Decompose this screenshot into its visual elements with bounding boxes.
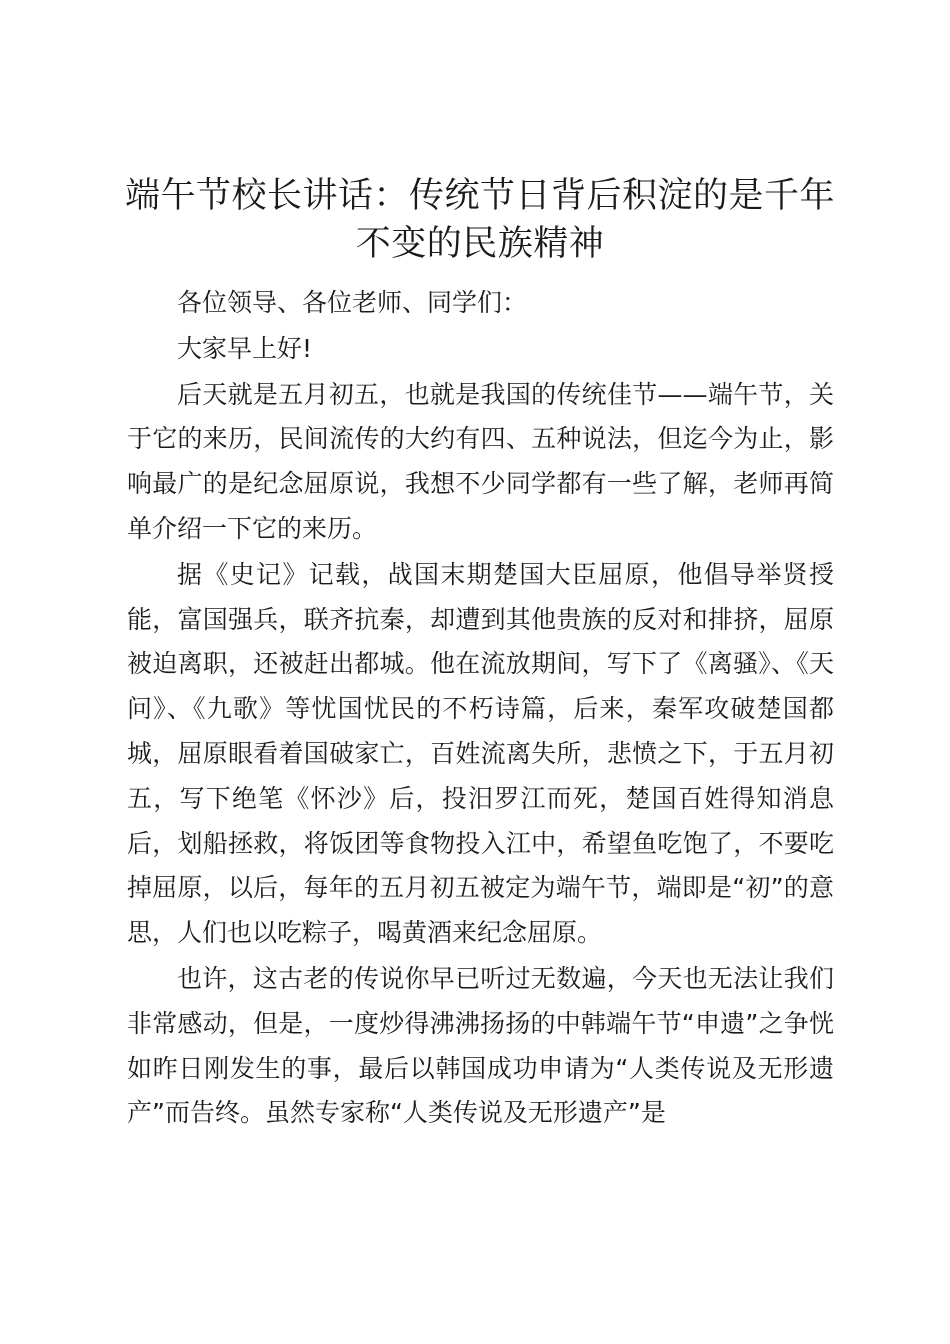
paragraph-intro: 后天就是五月初五，也就是我国的传统佳节——端午节，关于它的来历，民间流传的大约有四、五种说法，但迄今为止，影响最广的是纪念屈原说，我想不少同学都有一些了解，老师再简单介绍一下它的来历。: [127, 379, 834, 543]
paragraph-greeting: 大家早上好!: [177, 333, 313, 363]
document-title: 端午节校长讲话：传统节日背后积淀的是千年不变的民族精神: [124, 176, 835, 264]
document-body: [127, 281, 834, 1137]
paragraph-history: 据《史记》记载，战国末期楚国大臣屈原，他倡导举贤授能，富国强兵，联齐抗秦，却遭到其他贵族的反对和排挤，屈原被迫离职，还被赶出都城。他在流放期间，写下了《离骚》、《天问》、《九歌》等忧国忧民的不朽诗篇，后来，秦军攻破楚国都城，屈原眼看着国破家亡，百姓流离失所，悲愤之下，于五月初五，写下绝笔《怀沙》后，投汨罗江而死，楚国百姓得知消息后，划船拯救，将饭团等食物投入江中，希望鱼吃饱了，不要吃掉屈原，以后，每年的五月初五被定为端午节，端即是“初”的意思，人们也以吃粽子，喝黄酒来纪念屈原。: [127, 559, 834, 948]
paragraph-heritage: 也许，这古老的传说你早已听过无数遍，今天也无法让我们非常感动，但是，一度炒得沸沸扬扬的中韩端午节“申遗”之争恍如昨日刚发生的事，最后以韩国成功申请为“人类传说及无形遗产”而告终。虽然专家称“人类传说及无形遗产”是: [127, 963, 834, 1128]
paragraph-salutation: 各位领导、各位老师、同学们：: [177, 288, 528, 317]
